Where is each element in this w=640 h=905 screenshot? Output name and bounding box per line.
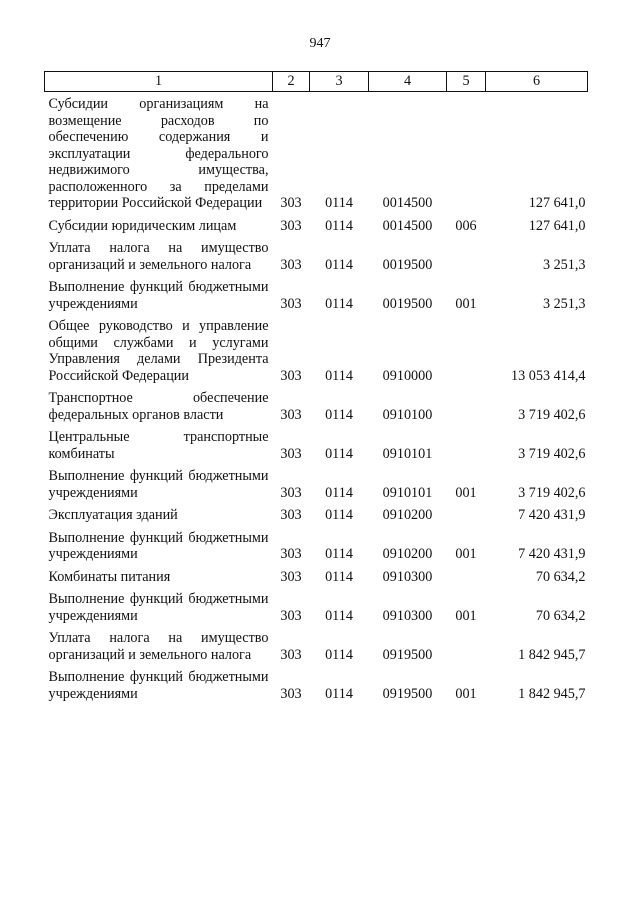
row-name [45,587,273,626]
table-row [45,275,588,314]
row-amount: 127 641,0 [528,217,586,234]
table-body [45,92,588,705]
row-col-5 [447,503,486,526]
row-name-text: Уплата налога на имущество организаций и земельного налога [48,630,269,663]
row-col-4: 0919500 [382,646,433,663]
row-col-4: 0910300 [382,568,433,585]
row-name [45,314,273,386]
row-amount: 7 420 431,9 [518,507,586,523]
header-col-4: 4 [369,72,447,92]
row-amount: 3 719 402,6 [518,445,586,462]
row-col-5 [447,314,486,386]
header-col-3: 3 [310,72,369,92]
budget-table [44,71,588,704]
table-row [45,565,588,588]
row-name-text: Выполнение функций бюджетными учреждениями [48,279,269,312]
row-col-2: 303 [280,607,302,624]
row-col-4: 0019500 [382,295,433,312]
row-col-3: 0114 [325,445,353,462]
table-row [45,503,588,526]
row-col-5: 001 [455,685,477,702]
row-name-text: Выполнение функций бюджетными учреждениями [48,468,269,501]
table-row [45,314,588,386]
row-amount: 1 842 945,7 [518,646,586,663]
row-col-2: 303 [280,406,302,423]
row-col-4: 0910200 [382,507,433,523]
table-row [45,464,588,503]
row-name-text: Субсидии организациям на возмещение расходов по обеспечению содержания и эксплуатации федерального недвижимого имущества, расположенного за пределами территории Российской Федерации [48,96,269,211]
row-col-5 [447,386,486,425]
row-amount: 70 634,2 [535,568,586,585]
table-row [45,626,588,665]
row-col-5 [447,92,486,214]
row-name [45,464,273,503]
header-col-1: 1 [45,72,273,92]
row-col-3: 0114 [325,546,353,562]
row-col-2: 303 [280,484,302,501]
row-name-text: Выполнение функций бюджетными учреждениями [48,669,269,702]
row-name [45,92,273,214]
table-row [45,425,588,464]
row-col-3: 0114 [325,217,353,234]
row-name-text: Комбинаты питания [48,568,171,585]
header-row [45,72,588,92]
row-col-3: 0114 [325,484,353,501]
row-name [45,626,273,665]
row-col-4: 0910101 [382,445,433,462]
row-name-text: Выполнение функций бюджетными учреждениями [48,529,269,562]
row-col-4: 0910200 [382,546,433,562]
row-col-2: 303 [280,367,302,384]
row-col-2: 303 [280,507,302,523]
header-col-6: 6 [486,72,588,92]
row-col-3: 0114 [325,646,353,663]
row-col-5: 001 [455,546,477,562]
row-amount: 3 251,3 [542,295,586,312]
row-col-5: 001 [455,295,477,312]
row-col-2: 303 [280,295,302,312]
table-row [45,214,588,237]
row-col-3: 0114 [325,685,353,702]
row-col-5 [447,236,486,275]
row-col-4: 0919500 [382,685,433,702]
table-row [45,665,588,704]
row-col-4: 0019500 [382,256,433,273]
table-row [45,236,588,275]
row-col-3: 0114 [325,568,353,585]
row-name-text: Эксплуатация зданий [48,507,178,523]
row-col-4: 0014500 [382,217,433,234]
row-col-2: 303 [280,217,302,234]
row-col-3: 0114 [325,195,353,211]
row-col-2: 303 [280,195,302,211]
row-col-4: 0014500 [382,195,433,211]
row-col-3: 0114 [325,256,353,273]
row-amount: 3 251,3 [542,256,586,273]
row-name-text: Субсидии юридическим лицам [48,217,237,234]
row-col-3: 0114 [325,607,353,624]
row-col-2: 303 [280,568,302,585]
table-row [45,386,588,425]
row-name [45,665,273,704]
row-col-5 [447,565,486,588]
row-amount: 127 641,0 [528,195,586,211]
row-amount: 7 420 431,9 [518,546,586,562]
table-row [45,587,588,626]
row-col-5 [447,626,486,665]
row-col-2: 303 [280,445,302,462]
header-col-2: 2 [273,72,310,92]
row-col-4: 0910300 [382,607,433,624]
row-col-2: 303 [280,685,302,702]
page-number: 947 [309,36,331,51]
row-col-2: 303 [280,256,302,273]
row-name [45,526,273,565]
row-name [45,386,273,425]
row-name-text: Уплата налога на имущество организаций и земельного налога [48,240,269,273]
row-col-3: 0114 [325,295,353,312]
row-name-text: Общее руководство и управление общими службами и услугами Управления делами Президента Российской Федерации [48,318,269,384]
row-name [45,236,273,275]
row-col-2: 303 [280,646,302,663]
table-header [45,72,588,92]
row-col-5 [447,425,486,464]
row-name-text: Транспортное обеспечение федеральных органов власти [48,390,269,423]
row-amount: 13 053 414,4 [511,367,586,384]
row-amount: 3 719 402,6 [518,484,586,501]
row-amount: 3 719 402,6 [518,406,586,423]
row-col-4: 0910101 [382,484,433,501]
row-name [45,565,273,588]
table-row [45,92,588,214]
row-col-4: 0910000 [382,367,433,384]
row-col-3: 0114 [325,406,353,423]
row-col-4: 0910100 [382,406,433,423]
row-name-text: Центральные транспортные комбинаты [48,429,269,462]
row-col-5: 006 [455,217,477,234]
row-col-2: 303 [280,546,302,562]
row-amount: 70 634,2 [535,607,586,624]
row-col-5: 001 [455,484,477,501]
row-name [45,425,273,464]
table-row [45,526,588,565]
row-name-text: Выполнение функций бюджетными учреждениями [48,591,269,624]
row-col-5: 001 [455,607,477,624]
row-col-3: 0114 [325,507,353,523]
row-col-3: 0114 [325,367,353,384]
row-name [45,503,273,526]
row-name [45,275,273,314]
row-amount: 1 842 945,7 [518,685,586,702]
row-name [45,214,273,237]
header-col-5: 5 [447,72,486,92]
